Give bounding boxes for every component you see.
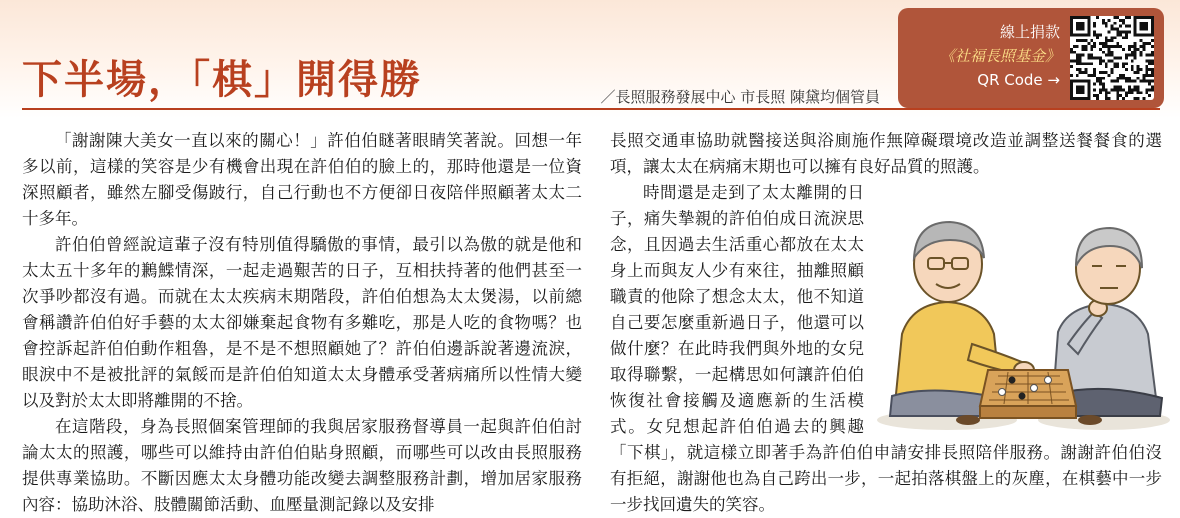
qr-code-label: QR Code → (977, 71, 1060, 89)
title-rule (22, 108, 1160, 110)
donation-text (940, 20, 1060, 92)
donation-box (898, 8, 1164, 108)
paragraph: 在這階段，身為長照個案管理師的我與居家服務督導員一起與許伯伯討論太太的照護，哪些可以維持由許伯伯貼身照顧，而哪些可以改由長照服務提供專業協助。不斷因應太太身體功能改變去調整服務計劃，增加居家服務內容：協助沐浴、肢體關節活動、血壓量測記錄以及安排 (22, 417, 582, 514)
donation-label: 線上捐款 (999, 23, 1060, 41)
paragraph: 時間還是走到了太太離開的日子，痛失摯親的許伯伯成日流淚思念，且因過去生活重心都放在太太身上而與友人少有來往，抽離照顧職責的他除了想念太太，他不知道自己要怎麼重新過日子，他還可以做什麼？在此時我們與外地的女兒取得聯繫，一起構思如何讓許伯伯恢復社會接觸及適應新的生活模式。女兒想起許伯伯過去的興趣「下棋」，就這樣立即著手為許伯伯申請安排長照陪伴服務。謝謝許伯伯沒有拒絕，謝謝他也為自己跨出一步，一起拍落棋盤上的灰塵，在棋藝中一步一步找回遺失的笑容。 (610, 183, 1162, 514)
paragraph: 許伯伯曾經說這輩子沒有特別值得驕傲的事情，最引以為傲的就是他和太太五十多年的鶼鰈情深，一起走過艱苦的日子，互相扶持著的他們甚至一次爭吵都沒有過。而就在太太疾病末期階段，許伯伯想為太太煲湯，以前總會稱讚許伯伯好手藝的太太卻嫌棄起食物有多難吃，那是人吃的食物嗎？也會控訴起許伯伯動作粗魯，是不是不想照顧她了？許伯伯邊訴說著邊流淚，眼淚中不是被批評的氣餒而是許伯伯知道太太身體承受著病痛所以性情大變以及對於太太即將離開的不捨。 (22, 235, 582, 410)
article-title: 下半場，「棋」開得勝 (22, 57, 422, 103)
paragraph: 「謝謝陳大美女一直以來的關心！」許伯伯瞇著眼睛笑著說。回想一年多以前，這樣的笑容是少有機會出現在許伯伯的臉上的，那時他還是一位資深照顧者，雖然左腳受傷跛行，自己行動也不方便卻日夜陪伴照顧著太太二十多年。 (22, 131, 582, 228)
qr-code-icon[interactable] (1070, 16, 1154, 100)
paragraph: 長照交通車協助就醫接送與浴廁施作無障礙環境改造並調整送餐餐食的選項，讓太太在病痛末期也可以擁有良好品質的照護。 (610, 131, 1162, 176)
elderly-men-playing-go-icon (872, 184, 1170, 434)
donation-fund-name: 《社福長照基金》 (939, 47, 1060, 65)
article-column-left (22, 128, 582, 518)
author-byline: ／長照服務發展中心 市長照 陳黛均個管員 (600, 88, 880, 106)
article-column-right (610, 128, 1162, 518)
